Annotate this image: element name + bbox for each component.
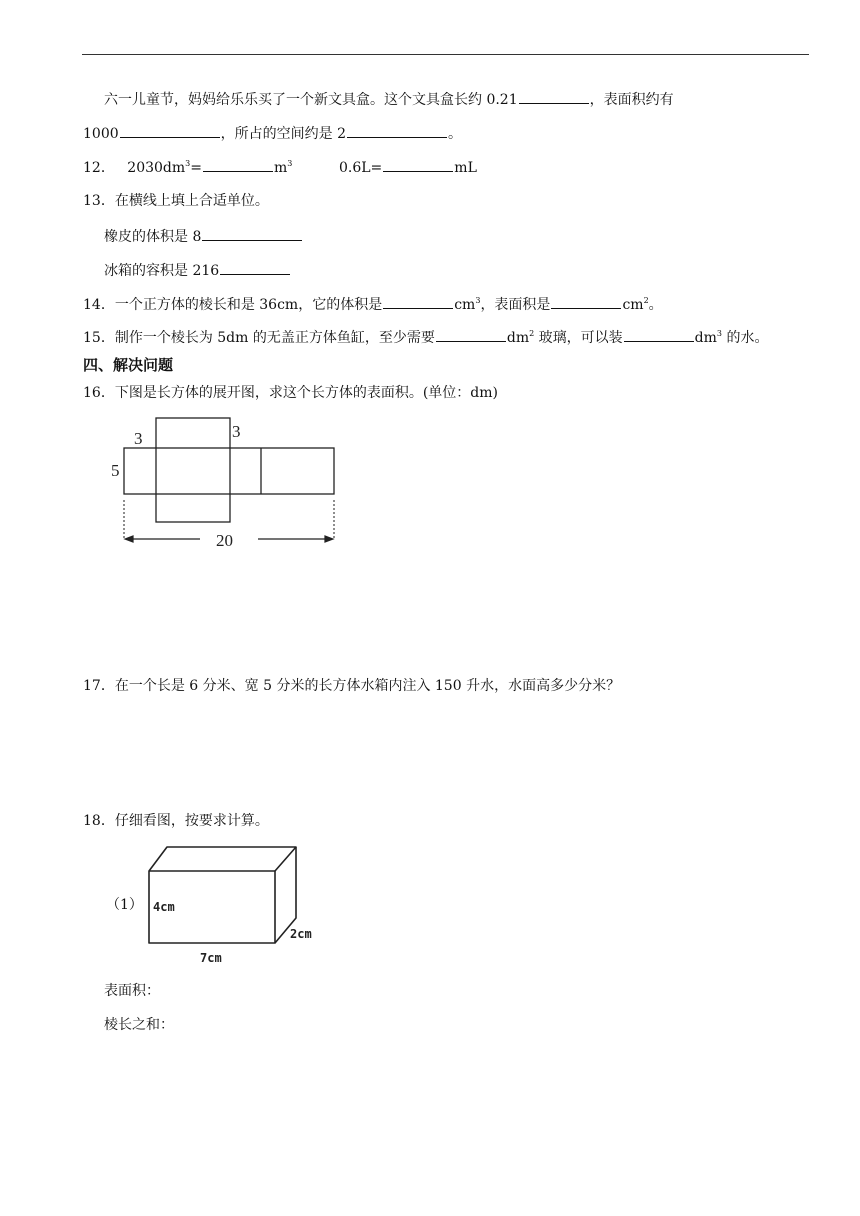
question-12-part2 [339,157,477,178]
q14-unit2: cm [622,297,644,313]
q11-text-end: ，表面积约有 [589,92,674,108]
net-label-top-right: 3 [232,422,241,441]
q13-item1-text: 橡皮的体积是 8 [104,229,202,245]
answer-blank[interactable] [551,294,621,309]
q14-unit1: cm [454,297,476,313]
question-number: 14． [83,297,115,313]
answer-blank[interactable] [202,226,302,241]
question-number: 17． [83,678,115,694]
q13-item-1 [104,226,303,247]
q12-part1: 2030dm [127,160,186,176]
question-15 [83,327,768,348]
cuboid-net-figure [100,410,350,555]
question-17 [83,676,620,696]
q15-text1: 制作一个棱长为 5dm 的无盖正方体鱼缸，至少需要 [114,330,435,346]
question-text: 在横线上填上合适单位。 [114,193,269,209]
q15-unit1: dm [506,330,530,346]
question-text: 仔细看图，按要求计算。 [114,813,269,829]
answer-blank[interactable] [203,157,273,172]
question-number: 13． [83,193,115,209]
q15-unit2: dm [694,330,717,346]
q11-line-2 [83,123,462,144]
q15-text2: 玻璃，可以装 [534,330,623,346]
question-12 [83,157,292,178]
question-18 [83,811,269,831]
answer-blank[interactable] [347,123,447,138]
q14-end: 。 [648,297,663,313]
question-text: 下图是长方体的展开图，求这个长方体的表面积。(单位：dm) [114,385,498,401]
answer-blank[interactable] [383,157,453,172]
arrow-left-icon [125,536,133,542]
question-number: 15． [83,330,115,346]
q11-line2-end: 。 [448,126,462,142]
superscript: 3 [716,329,723,338]
answer-blank[interactable] [383,294,453,309]
superscript: 3 [185,159,191,168]
q15-end: 的水。 [722,330,769,346]
superscript: 3 [475,296,481,305]
header-rule [82,54,809,55]
superscript: 3 [287,159,293,168]
q12-part2: 0.6L= [339,160,383,176]
arrow-right-icon [325,536,333,542]
answer-label-edge-sum: 棱长之和： [104,1017,174,1033]
question-text: 在一个长是 6 分米、宽 5 分米的长方体水箱内注入 150 升水，水面高多少分米？ [114,678,621,694]
q14-text2: ，表面积是 [480,297,551,313]
net-label-top-left: 3 [134,429,143,448]
answer-blank[interactable] [519,89,589,104]
q18-sub-label: （1） [106,897,143,913]
answer-label-surface-area: 表面积： [104,983,160,999]
question-number: 18． [83,813,115,829]
answer-blank[interactable] [120,123,220,138]
net-center-column [156,418,230,522]
question-13 [83,191,269,211]
q13-item-2 [104,260,291,281]
q11-line2-mid: ，所占的空间约是 2 [220,126,346,142]
question-number: 12． [83,160,115,176]
question-number: 16． [83,385,115,401]
q11-line2-start: 1000 [83,126,119,142]
net-label-bottom: 20 [216,531,233,550]
question-16 [83,383,498,403]
cuboid-height-label: 4cm [153,900,175,914]
q12-unit1: m [273,160,288,176]
answer-blank[interactable] [436,327,506,342]
cuboid-figure [140,838,330,968]
cuboid-width-label: 2cm [290,927,312,941]
superscript: 2 [529,329,535,338]
answer-blank[interactable] [220,260,290,275]
answer-blank[interactable] [624,327,694,342]
q12-unit2: mL [454,160,477,176]
q11-text: 六一儿童节，妈妈给乐乐买了一个新文具盒。这个文具盒长约 0.21 [104,92,518,108]
q11-line-1 [104,89,674,110]
q12-eq: = [190,160,202,176]
net-label-left: 5 [111,461,120,480]
q14-text1: 一个正方体的棱长和是 36cm，它的体积是 [114,297,383,313]
section-title: 四、解决问题 [83,356,174,374]
cuboid-length-label: 7cm [200,951,222,965]
question-14 [83,294,663,315]
superscript: 2 [643,296,649,305]
cuboid-top-face [149,847,296,871]
q13-item2-text: 冰箱的容积是 216 [104,263,220,279]
